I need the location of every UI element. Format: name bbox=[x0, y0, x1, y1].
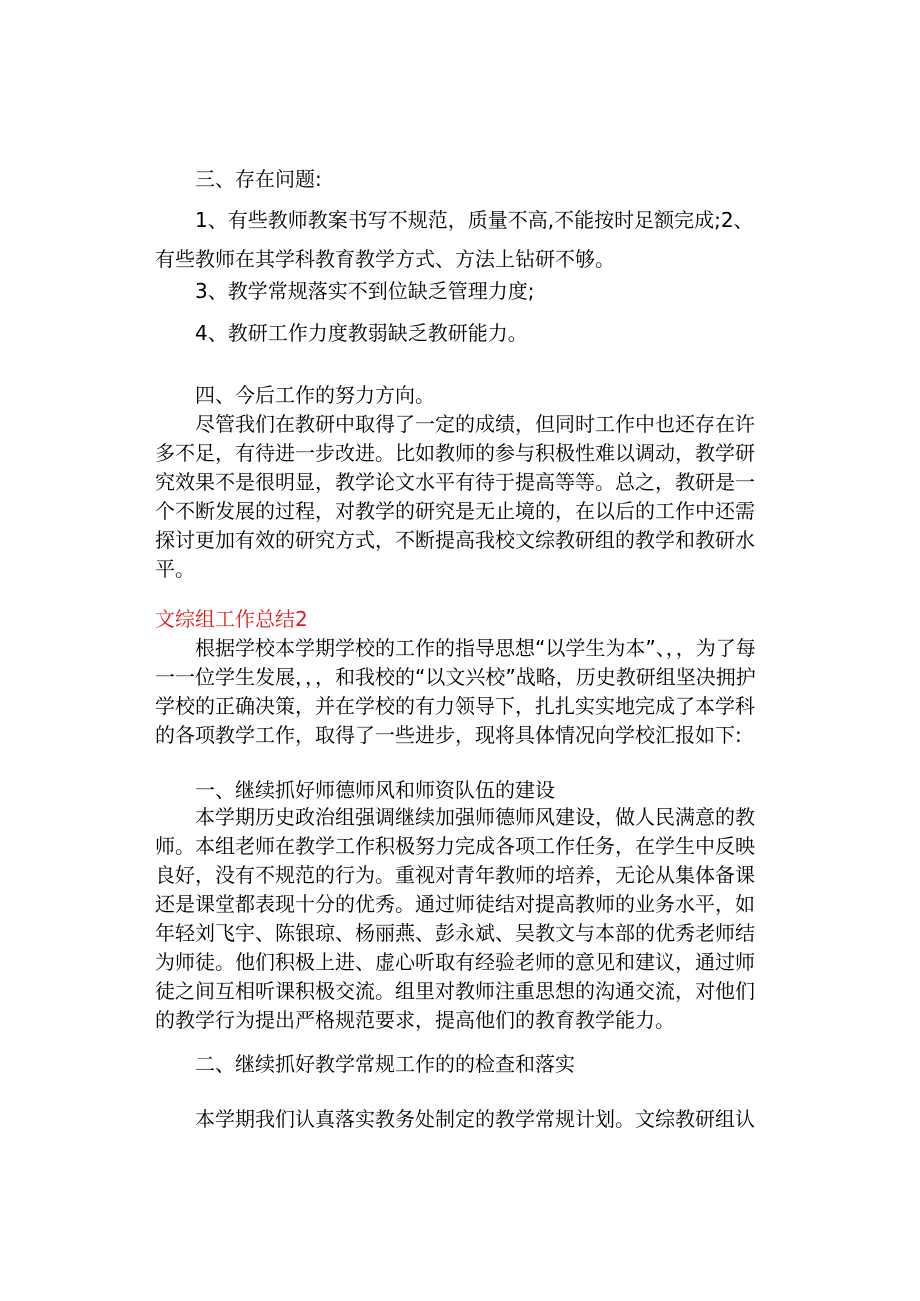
summary2-title: 文综组工作总结2 bbox=[155, 607, 308, 631]
section3-item1: 1、有些教师教案书写不规范，质量不高,不能按时足额完成;2、有些教师在其学科教育教学方式、方法上钻研不够。 bbox=[155, 208, 754, 271]
section3-item4: 4、教研工作力度教弱缺乏教研能力。 bbox=[195, 321, 528, 345]
section3-title: 三、存在问题: bbox=[195, 167, 322, 191]
part1-title: 一、继续抓好师德师风和师资队伍的建设 bbox=[195, 778, 555, 802]
part2-title: 二、继续抓好教学常规工作的的检查和落实 bbox=[195, 1052, 575, 1076]
section4-title: 四、今后工作的努力方向。 bbox=[195, 383, 435, 407]
section3-item3: 3、教学常规落实不到位缺乏管理力度; bbox=[195, 279, 535, 303]
summary2-intro: 根据学校本学期学校的工作的指导思想“以学生为本”、，，为了每一一位学生发展，，，和我校的“以文兴校”战略，历史教研组坚决拥护学校的正确决策，并在学校的有力领导下，扎扎实实地完成了本学科的各项教学工作，取得了一些进步，现将具体情况向学校汇报如下: bbox=[155, 636, 756, 747]
section4-body: 尽管我们在教研中取得了一定的成绩，但同时工作中也还存在许多不足，有待进一步改进。比如教师的参与积极性难以调动，教学研究效果不是很明显，教学论文水平有待于提高等等。总之，教研是一个不断发展的过程，对教学的研究是无止境的，在以后的工作中还需探讨更加有效的研究方式，不断提高我校文综教研组的教学和教研水平。 bbox=[155, 412, 755, 581]
part2-body: 本学期我们认真落实教务处制定的教学常规计划。文综教研组认 bbox=[195, 1107, 755, 1131]
part1-body: 本学期历史政治组强调继续加强师德师风建设，做人民满意的教师。本组老师在教学工作积极努力完成各项工作任务，在学生中反映良好，没有不规范的行为。重视对青年教师的培养，无论从集体备课还是课堂都表现十分的优秀。通过师徒结对提高教师的业务水平，如年轻刘飞宇、陈银琼、杨丽燕、彭永斌、吴教文与本部的优秀老师结为师徒。他们积极上进、虚心听取有经验老师的意见和建议，通过师徒之间互相听课积极交流。组里对教师注重思想的沟通交流，对他们的教学行为提出严格规范要求，提高他们的教育教学能力。 bbox=[155, 805, 755, 1032]
